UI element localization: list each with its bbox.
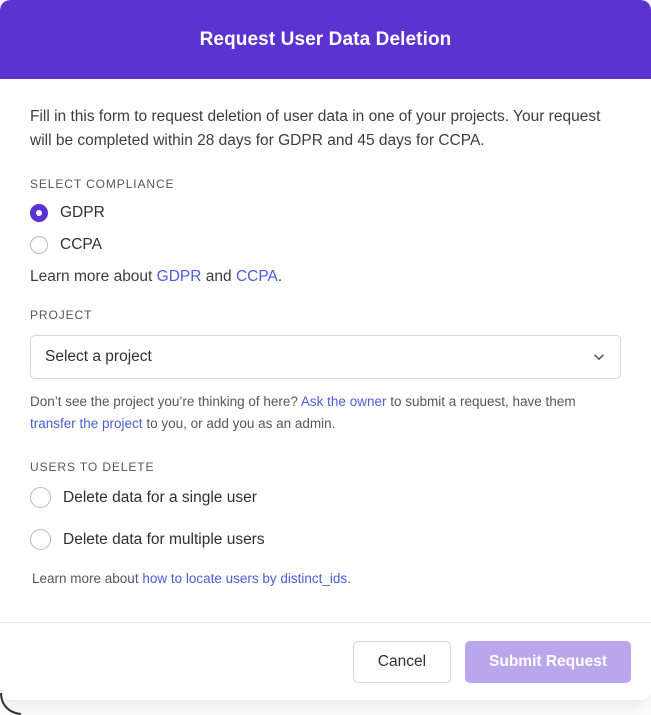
radio-option-single-user[interactable] xyxy=(30,487,621,508)
radio-option-gdpr[interactable] xyxy=(30,204,621,222)
submit-request-button[interactable]: Submit Request xyxy=(465,641,631,683)
users-hint-prefix: Learn more about xyxy=(32,571,143,587)
transfer-the-project-link[interactable]: transfer the project xyxy=(30,415,143,431)
modal-header xyxy=(0,0,651,79)
modal-footer xyxy=(0,622,651,700)
modal-body xyxy=(0,79,651,622)
project-hint-part2: to submit a request, have them xyxy=(386,394,576,410)
users-hint-suffix: . xyxy=(347,571,351,587)
modal-title: Request User Data Deletion xyxy=(199,28,452,50)
radio-gdpr-icon[interactable] xyxy=(30,204,48,222)
radio-single-user-icon[interactable] xyxy=(30,487,51,508)
project-select-wrapper xyxy=(30,335,621,379)
users-to-delete-section xyxy=(30,460,621,586)
project-hint-part3: to you, or add you as an admin. xyxy=(142,415,336,431)
radio-single-user-label: Delete data for a single user xyxy=(63,488,257,506)
compliance-learn-more xyxy=(30,268,621,286)
radio-ccpa-icon[interactable] xyxy=(30,236,48,254)
distinct-ids-link[interactable]: how to locate users by distinct_ids xyxy=(142,571,348,587)
radio-ccpa-label: CCPA xyxy=(60,236,102,254)
radio-multiple-users-label: Delete data for multiple users xyxy=(63,530,265,548)
radio-option-multiple-users[interactable] xyxy=(30,529,621,550)
learn-more-prefix: Learn more about xyxy=(30,268,157,286)
ask-the-owner-link[interactable]: Ask the owner xyxy=(300,394,387,410)
radio-multiple-users-icon[interactable] xyxy=(30,529,51,550)
project-select-value: Select a project xyxy=(45,348,152,366)
compliance-section-label: SELECT COMPLIANCE xyxy=(30,177,175,192)
project-select[interactable] xyxy=(30,335,621,379)
radio-option-ccpa[interactable] xyxy=(30,236,621,254)
learn-more-suffix: . xyxy=(277,268,283,286)
radio-gdpr-label: GDPR xyxy=(60,204,105,222)
gdpr-link[interactable]: GDPR xyxy=(156,268,202,286)
project-hint xyxy=(30,391,610,434)
users-section-label: USERS TO DELETE xyxy=(30,460,155,475)
users-hint xyxy=(30,571,621,586)
intro-text: Fill in this form to request deletion of user data in one of your projects. Your request will be completed within 28 days for GDPR and 45 days for CCPA. xyxy=(30,108,601,150)
project-section-label: PROJECT xyxy=(30,308,93,323)
ccpa-link[interactable]: CCPA xyxy=(235,268,278,286)
project-hint-part1: Don’t see the project you’re thinking of here? xyxy=(30,394,301,410)
cancel-button[interactable]: Cancel xyxy=(353,641,451,683)
learn-more-middle: and xyxy=(201,268,236,286)
chevron-down-icon[interactable] xyxy=(592,350,606,364)
